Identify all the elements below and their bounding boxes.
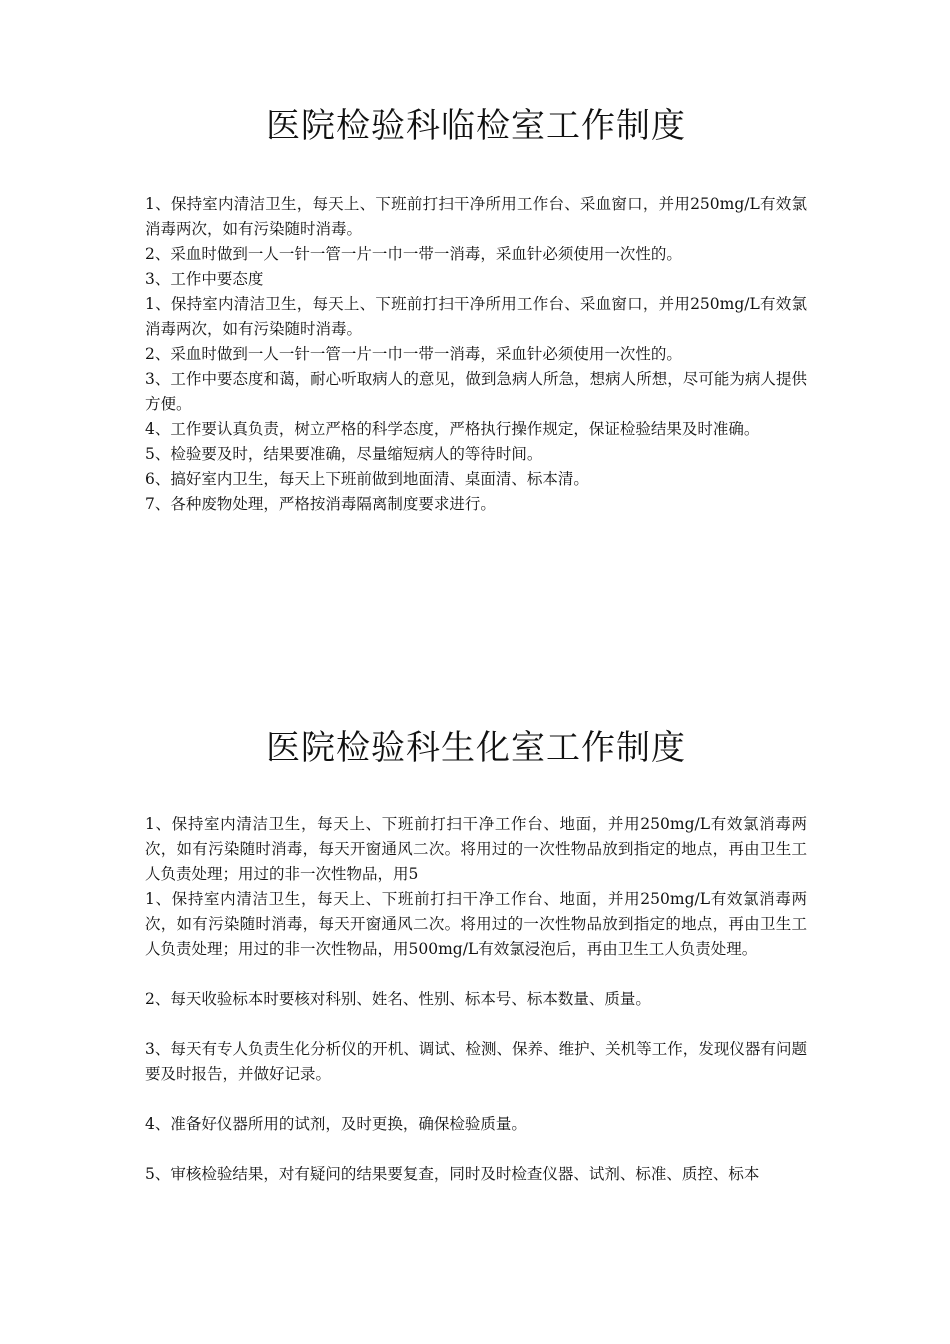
- section-title: 医院检验科临检室工作制度: [266, 106, 686, 146]
- paragraph: 2、每天收验标本时要核对科别、姓名、性别、标本号、标本数量、质量。: [145, 990, 651, 1008]
- paragraph: 7、各种废物处理，严格按消毒隔离制度要求进行。: [145, 495, 496, 513]
- paragraph: 1、保持室内清洁卫生，每天上、下班前打扫干净工作台、地面，并用250mg/L有效氯消毒两次，如有污染随时消毒，每天开窗通风二次。将用过的一次性物品放到指定的地点，再由卫生工人负责处理；用过的非一次性物品，用500mg/L有效氯浸泡后，再由卫生工人负责处理。: [145, 890, 807, 958]
- paragraph-spacer: [145, 962, 807, 987]
- section-body: [145, 812, 807, 1187]
- paragraph: 2、采血时做到一人一针一管一片一巾一带一消毒，采血针必须使用一次性的。: [145, 245, 682, 263]
- section-lab-routine-rules: [145, 100, 807, 517]
- paragraph-spacer: [145, 1087, 807, 1112]
- paragraph: 6、搞好室内卫生，每天上下班前做到地面清、桌面清、标本清。: [145, 470, 589, 488]
- paragraph: 5、审核检验结果，对有疑问的结果要复查，同时及时检查仪器、试剂、标准、质控、标本: [145, 1165, 760, 1183]
- paragraph: 1、保持室内清洁卫生，每天上、下班前打扫干净所用工作台、采血窗口，并用250mg/L有效氯消毒两次，如有污染随时消毒。: [145, 195, 807, 238]
- paragraph: 3、工作中要态度: [145, 270, 264, 288]
- section-body: [145, 192, 807, 517]
- paragraph-spacer: [145, 1012, 807, 1037]
- paragraph: 5、检验要及时，结果要准确，尽量缩短病人的等待时间。: [145, 445, 543, 463]
- paragraph: 3、每天有专人负责生化分析仪的开机、调试、检测、保养、维护、关机等工作，发现仪器有问题要及时报告，并做好记录。: [145, 1040, 807, 1083]
- paragraph: 1、保持室内清洁卫生，每天上、下班前打扫干净工作台、地面，并用250mg/L有效氯消毒两次，如有污染随时消毒，每天开窗通风二次。将用过的一次性物品放到指定的地点，再由卫生工人负责处理；用过的非一次性物品，用5: [145, 815, 807, 883]
- paragraph-spacer: [145, 1137, 807, 1162]
- paragraph: 3、工作中要态度和蔼，耐心听取病人的意见，做到急病人所急，想病人所想，尽可能为病人提供方便。: [145, 370, 807, 413]
- paragraph: 4、工作要认真负责，树立严格的科学态度，严格执行操作规定，保证检验结果及时准确。: [145, 420, 760, 438]
- section-biochem-lab-rules: [145, 722, 807, 1187]
- paragraph: 1、保持室内清洁卫生，每天上、下班前打扫干净所用工作台、采血窗口，并用250mg/L有效氯消毒两次，如有污染随时消毒。: [145, 295, 807, 338]
- paragraph: 4、准备好仪器所用的试剂，及时更换，确保检验质量。: [145, 1115, 527, 1133]
- section-title: 医院检验科生化室工作制度: [266, 728, 686, 768]
- paragraph: 2、采血时做到一人一针一管一片一巾一带一消毒，采血针必须使用一次性的。: [145, 345, 682, 363]
